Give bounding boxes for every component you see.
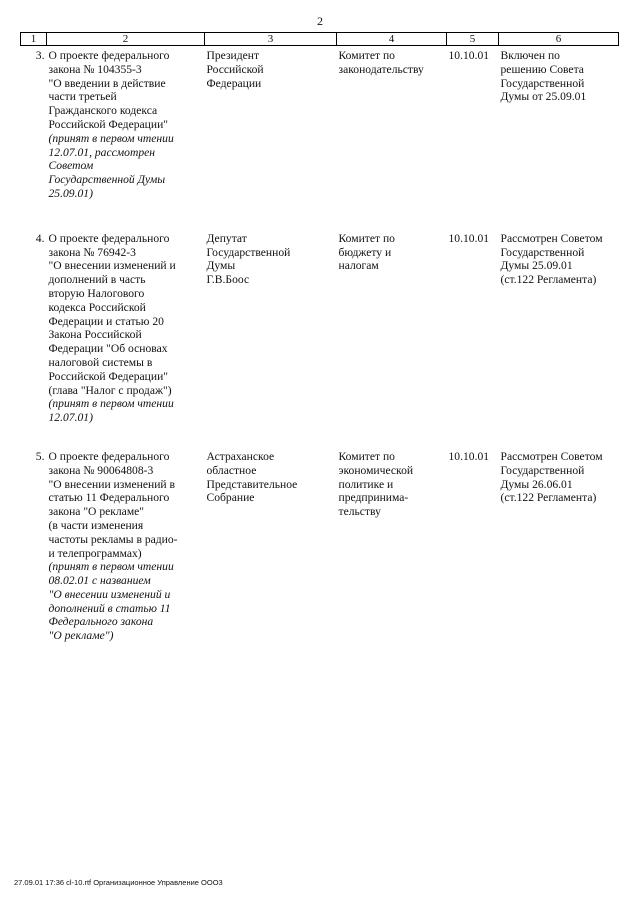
- project-line: (принят в первом чтении: [48, 560, 174, 574]
- date-cell: 10.10.01: [448, 231, 490, 245]
- project-cell: [47, 46, 205, 201]
- project-line: (глава "Налог с продаж"): [48, 383, 172, 397]
- status-line: Рассмотрен Советом: [500, 231, 603, 245]
- column-header: 5: [447, 33, 499, 46]
- project-line: и телепрограммах): [48, 546, 142, 560]
- author-line: Депутат: [206, 231, 247, 245]
- project-line: закона "О рекламе": [48, 505, 145, 519]
- row-spacer: [21, 425, 619, 447]
- row-number: 4.: [35, 231, 45, 245]
- project-line: кодекса Российской: [48, 300, 146, 314]
- project-line: статью 11 Федерального: [48, 491, 170, 505]
- committee-line: Комитет по: [338, 449, 395, 463]
- project-line: Федерации "Об основах: [48, 342, 168, 356]
- status-line: Думы от 25.09.01: [500, 90, 587, 104]
- column-header: 1: [21, 33, 47, 46]
- committee-line: предпринима-: [338, 491, 409, 505]
- column-header: 2: [47, 33, 205, 46]
- project-line: Государственной Думы: [48, 173, 166, 187]
- column-header: 6: [499, 33, 619, 46]
- author-line: Российской: [206, 62, 264, 76]
- author-line: Астраханское: [206, 449, 275, 463]
- project-line: дополнений в часть: [48, 273, 146, 287]
- project-line: 25.09.01): [48, 186, 93, 200]
- author-line: Г.В.Боос: [206, 273, 250, 287]
- author-line: Представительное: [206, 477, 298, 491]
- committee-cell: [337, 447, 447, 643]
- status-line: Государственной: [500, 463, 585, 477]
- project-line: О проекте федерального: [48, 449, 170, 463]
- project-line: Российской Федерации": [48, 117, 169, 131]
- project-line: налоговой системы в: [48, 355, 153, 369]
- table-row: [21, 46, 619, 201]
- committee-line: политике и: [338, 477, 394, 491]
- project-line: "О рекламе"): [48, 629, 114, 643]
- status-line: (ст.122 Регламента): [500, 491, 597, 505]
- table-row: [21, 229, 619, 425]
- row-spacer-cell: [21, 425, 619, 447]
- committee-line: законодательству: [338, 62, 424, 76]
- page-number: 2: [317, 14, 323, 28]
- author-cell: [205, 46, 337, 201]
- project-line: О проекте федерального: [48, 231, 170, 245]
- status-line: решению Совета: [500, 62, 584, 76]
- project-line: Гражданского кодекса: [48, 104, 158, 118]
- committee-line: налогам: [338, 259, 379, 273]
- row-number: 5.: [35, 449, 45, 463]
- project-line: дополнений в статью 11: [48, 601, 171, 615]
- row-spacer-cell: [21, 201, 619, 229]
- project-line: 08.02.01 с названием: [48, 574, 151, 588]
- committee-line: Комитет по: [338, 49, 395, 62]
- date-cell: 10.10.01: [448, 49, 490, 62]
- committee-line: тельству: [338, 505, 381, 519]
- column-header: 3: [205, 33, 337, 46]
- row-spacer: [21, 201, 619, 229]
- author-line: Думы: [206, 259, 236, 273]
- project-cell: [47, 229, 205, 425]
- project-line: (в части изменения: [48, 518, 144, 532]
- status-line: Государственной: [500, 245, 585, 259]
- committee-cell: [337, 229, 447, 425]
- project-line: "О внесении изменений и: [48, 587, 171, 601]
- project-line: 12.07.01, рассмотрен: [48, 145, 156, 159]
- project-line: вторую Налогового: [48, 286, 145, 300]
- project-line: Закона Российской: [48, 328, 142, 342]
- document-table: [20, 32, 619, 643]
- status-line: Думы 25.09.01: [500, 259, 573, 273]
- project-line: Российской Федерации": [48, 369, 169, 383]
- status-line: Рассмотрен Советом: [500, 449, 603, 463]
- project-line: закона № 76942-3: [48, 245, 136, 259]
- project-line: "О введении в действие: [48, 76, 166, 90]
- project-line: О проекте федерального: [48, 49, 170, 62]
- author-cell: [205, 229, 337, 425]
- project-line: "О внесении изменений в: [48, 477, 176, 491]
- author-line: Президент: [206, 49, 260, 62]
- column-header: 4: [337, 33, 447, 46]
- date-cell: 10.10.01: [448, 449, 490, 463]
- column-header-row: [21, 33, 619, 46]
- project-line: частоты рекламы в радио-: [48, 532, 178, 546]
- status-line: Государственной: [500, 76, 585, 90]
- author-cell: [205, 447, 337, 643]
- project-line: закона № 90064808-3: [48, 463, 154, 477]
- status-cell: [499, 229, 619, 425]
- status-cell: [499, 46, 619, 201]
- table-row: [21, 447, 619, 643]
- status-line: Думы 26.06.01: [500, 477, 573, 491]
- committee-line: экономической: [338, 463, 414, 477]
- row-number: 3.: [35, 49, 45, 62]
- project-line: части третьей: [48, 90, 117, 104]
- project-line: 12.07.01): [48, 411, 93, 425]
- committee-line: бюджету и: [338, 245, 392, 259]
- footer-note: 27.09.01 17:36 cl-10.rtf Организационное Управление ООО3: [14, 878, 223, 887]
- project-line: Федерации и статью 20: [48, 314, 164, 328]
- status-line: Включен по: [500, 49, 560, 62]
- status-cell: [499, 447, 619, 643]
- status-line: (ст.122 Регламента): [500, 273, 597, 287]
- project-line: "О внесении изменений и: [48, 259, 176, 273]
- author-line: областное: [206, 463, 257, 477]
- author-line: Федерации: [206, 76, 262, 90]
- committee-cell: [337, 46, 447, 201]
- project-line: Советом: [48, 159, 94, 173]
- project-line: Федерального закона: [48, 615, 154, 629]
- author-line: Государственной: [206, 245, 291, 259]
- author-line: Собрание: [206, 491, 255, 505]
- project-line: (принят в первом чтении: [48, 397, 174, 411]
- project-line: закона № 104355-3: [48, 62, 142, 76]
- project-cell: [47, 447, 205, 643]
- committee-line: Комитет по: [338, 231, 395, 245]
- project-line: (принят в первом чтении: [48, 131, 174, 145]
